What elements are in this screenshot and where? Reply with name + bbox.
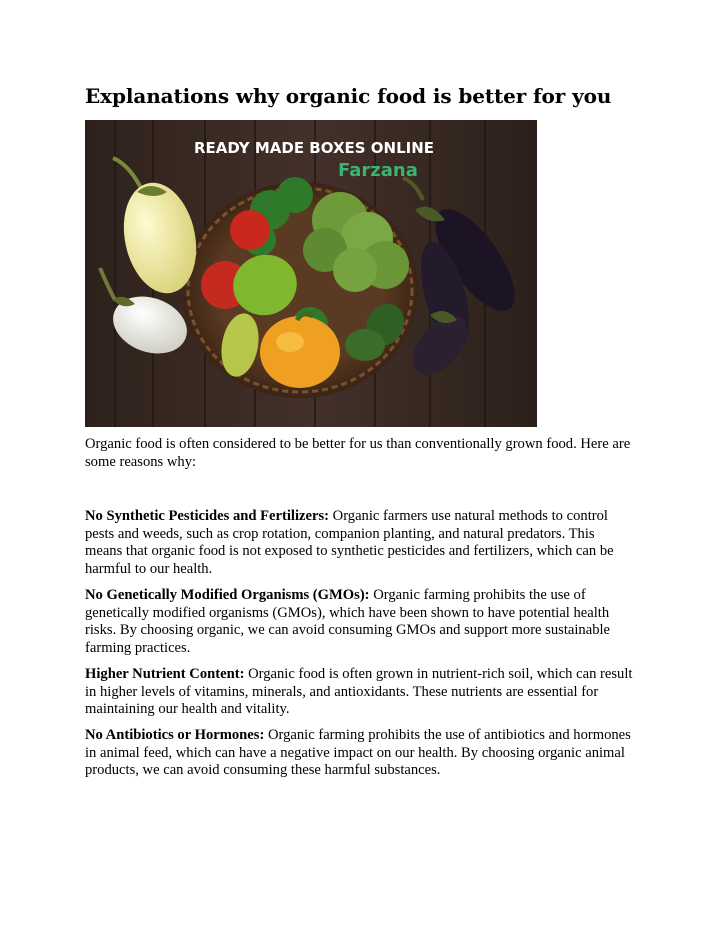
section-body: Organic farming prohibits the use of antibiotics and hormones in animal feed, which can have a negative impact on our health. By choosing organic animal products, we can avoid consuming these harmful substances. xyxy=(85,727,631,779)
section-heading: No Genetically Modified Organisms (GMOs): xyxy=(85,587,370,603)
section-pesticides xyxy=(85,508,635,578)
banner-line-1: READY MADE BOXES ONLINE xyxy=(194,139,435,157)
section-heading: Higher Nutrient Content: xyxy=(85,666,245,682)
section-nutrients xyxy=(85,666,635,719)
hero-image xyxy=(85,120,537,427)
section-heading: No Antibiotics or Hormones: xyxy=(85,727,265,743)
section-antibiotics xyxy=(85,727,635,780)
section-heading: No Synthetic Pesticides and Fertilizers: xyxy=(85,508,329,524)
section-gmos xyxy=(85,587,635,657)
page-title: Explanations why organic food is better for you xyxy=(85,84,612,108)
intro-paragraph: Organic food is often considered to be better for us than conventionally grown food. Here are some reasons why: xyxy=(85,436,631,470)
section-body: Organic food is often grown in nutrient-rich soil, which can result in higher levels of vitamins, minerals, and antioxidants. These nutrients are essential for maintaining our health and vitality. xyxy=(85,666,633,718)
section-body: Organic farmers use natural methods to control pests and weeds, such as crop rotation, companion planting, and natural predators. This means that organic food is not exposed to synthetic pesticides and fertilizers, which can be harmful to our health. xyxy=(85,508,614,577)
banner-line-2: Farzana xyxy=(338,160,418,181)
section-body: Organic farming prohibits the use of genetically modified organisms (GMOs), which have been shown to have potential health risks. By choosing organic, we can avoid consuming GMOs and support more sustainable farming practices. xyxy=(85,587,611,656)
